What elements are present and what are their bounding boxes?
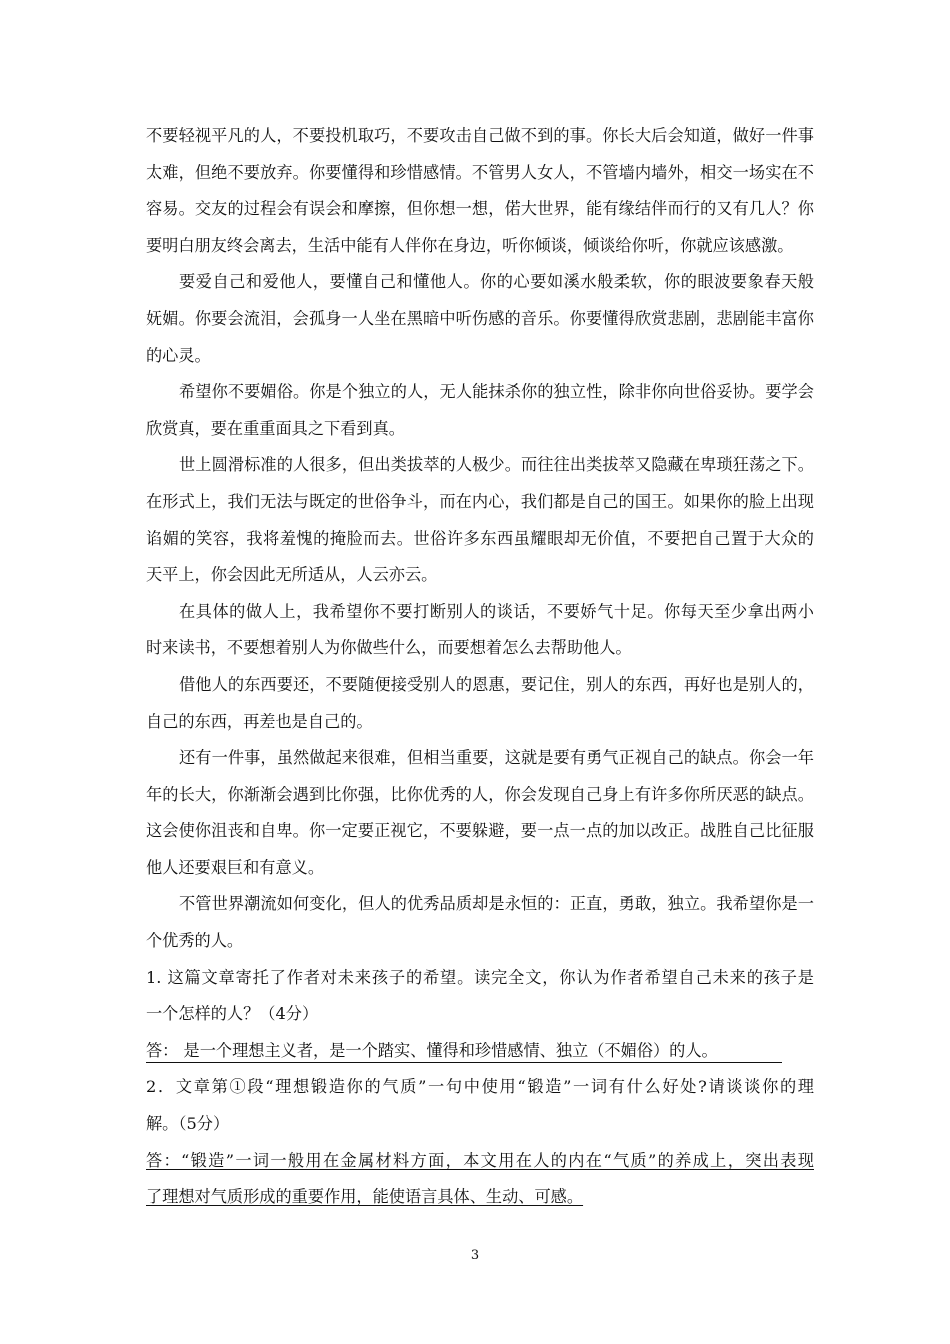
paragraph-line: 的心灵。 [146,345,211,365]
paragraph-line: 世上圆滑标准的人很多，但出类拔萃的人极少。而往往出类拔萃又隐藏在卑琐狂荡之下。 [179,455,814,475]
paragraph-7 [146,740,814,886]
paragraph-line: 容易。交友的过程会有误会和摩擦，但你想一想，偌大世界，能有缘结伴而行的又有几人？你 [146,199,814,219]
question-text: 2．文章第①段“理想锻造你的气质”一句中使用“锻造”一词有什么好处?请谈谈你的理 [146,1077,814,1097]
paragraph-line: 天平上，你会因此无所适从，人云亦云。 [146,565,438,585]
paragraph-8 [146,886,814,959]
paragraph-line: 他人还要艰巨和有意义。 [146,857,325,877]
paragraph-line: 不要轻视平凡的人，不要投机取巧，不要攻击自己做不到的事。你长大后会知道，做好一件事 [146,126,814,145]
document-body [146,118,814,1216]
answer-text: 答： 是一个理想主义者，是一个踏实、懂得和珍惜感情、独立（不媚俗）的人。 [146,1040,782,1063]
paragraph-line: 欣赏真，要在重重面具之下看到真。 [146,418,405,438]
paragraph-line: 年的长大，你渐渐会遇到比你强，比你优秀的人，你会发现自己身上有许多你所厌恶的缺点。 [146,784,814,804]
paragraph-line: 不管世界潮流如何变化，但人的优秀品质却是永恒的：正直，勇敢，独立。我希望你是一 [179,894,814,914]
answer-1 [146,1033,814,1070]
paragraph-line: 希望你不要媚俗。你是个独立的人，无人能抹杀你的独立性，除非你向世俗妥协。要学会 [179,382,814,402]
paragraph-3 [146,374,814,447]
paragraph-line: 还有一件事，虽然做起来很难，但相当重要，这就是要有勇气正视自己的缺点。你会一年 [179,748,814,768]
paragraph-line: 在形式上，我们无法与既定的世俗争斗，而在内心，我们都是自己的国王。如果你的脸上出现 [146,491,814,511]
question-text: 解。（5分） [146,1114,230,1134]
question-text: 1. 这篇文章寄托了作者对未来孩子的希望。读完全文，你认为作者希望自己未来的孩子是 [146,967,814,987]
paragraph-line: 自己的东西，再差也是自己的。 [146,711,373,731]
paragraph-4 [146,447,814,593]
paragraph-6 [146,667,814,740]
paragraph-line: 这会使你沮丧和自卑。你一定要正视它，不要躲避，要一点一点的加以改正。战胜自己比征服 [146,821,814,841]
page-number: 3 [470,1248,480,1263]
paragraph-line: 时来读书，不要想着别人为你做些什么，而要想着怎么去帮助他人。 [146,638,632,658]
paragraph-line: 妩媚。你要会流泪，会孤身一人坐在黑暗中听伤感的音乐。你要懂得欣赏悲剧，悲剧能丰富你 [146,308,814,328]
paragraph-5 [146,594,814,667]
paragraph-line: 要明白朋友终会离去，生活中能有人伴你在身边，听你倾谈，倾谈给你听，你就应该感激。 [146,235,794,255]
question-2 [146,1069,814,1215]
paragraph-line: 要爱自己和爱他人，要懂自己和懂他人。你的心要如溪水般柔软，你的眼波要象春天般 [179,272,814,292]
answer-text: 了理想对气质形成的重要作用，能使语言具体、生动、可感。 [146,1187,584,1207]
paragraph-1 [146,118,814,264]
answer-text: 答：“锻造”一词一般用在金属材料方面，本文用在人的内在“气质”的养成上，突出表现 [146,1150,814,1170]
paragraph-2 [146,264,814,374]
paragraph-line: 太难，但绝不要放弃。你要懂得和珍惜感情。不管男人女人，不管墙内墙外，相交一场实在不 [146,162,814,182]
paragraph-line: 在具体的做人上，我希望你不要打断别人的谈话，不要娇气十足。你每天至少拿出两小 [179,601,814,621]
question-text: 一个怎样的人？（4分） [146,1004,319,1024]
paragraph-line: 借他人的东西要还，不要随便接受别人的恩惠，要记住，别人的东西，再好也是别人的， [179,674,814,694]
paragraph-line: 个优秀的人。 [146,931,244,951]
question-1 [146,960,814,1070]
paragraph-line: 谄媚的笑容，我将羞愧的掩脸而去。世俗许多东西虽耀眼却无价值，不要把自己置于大众的 [146,528,814,548]
